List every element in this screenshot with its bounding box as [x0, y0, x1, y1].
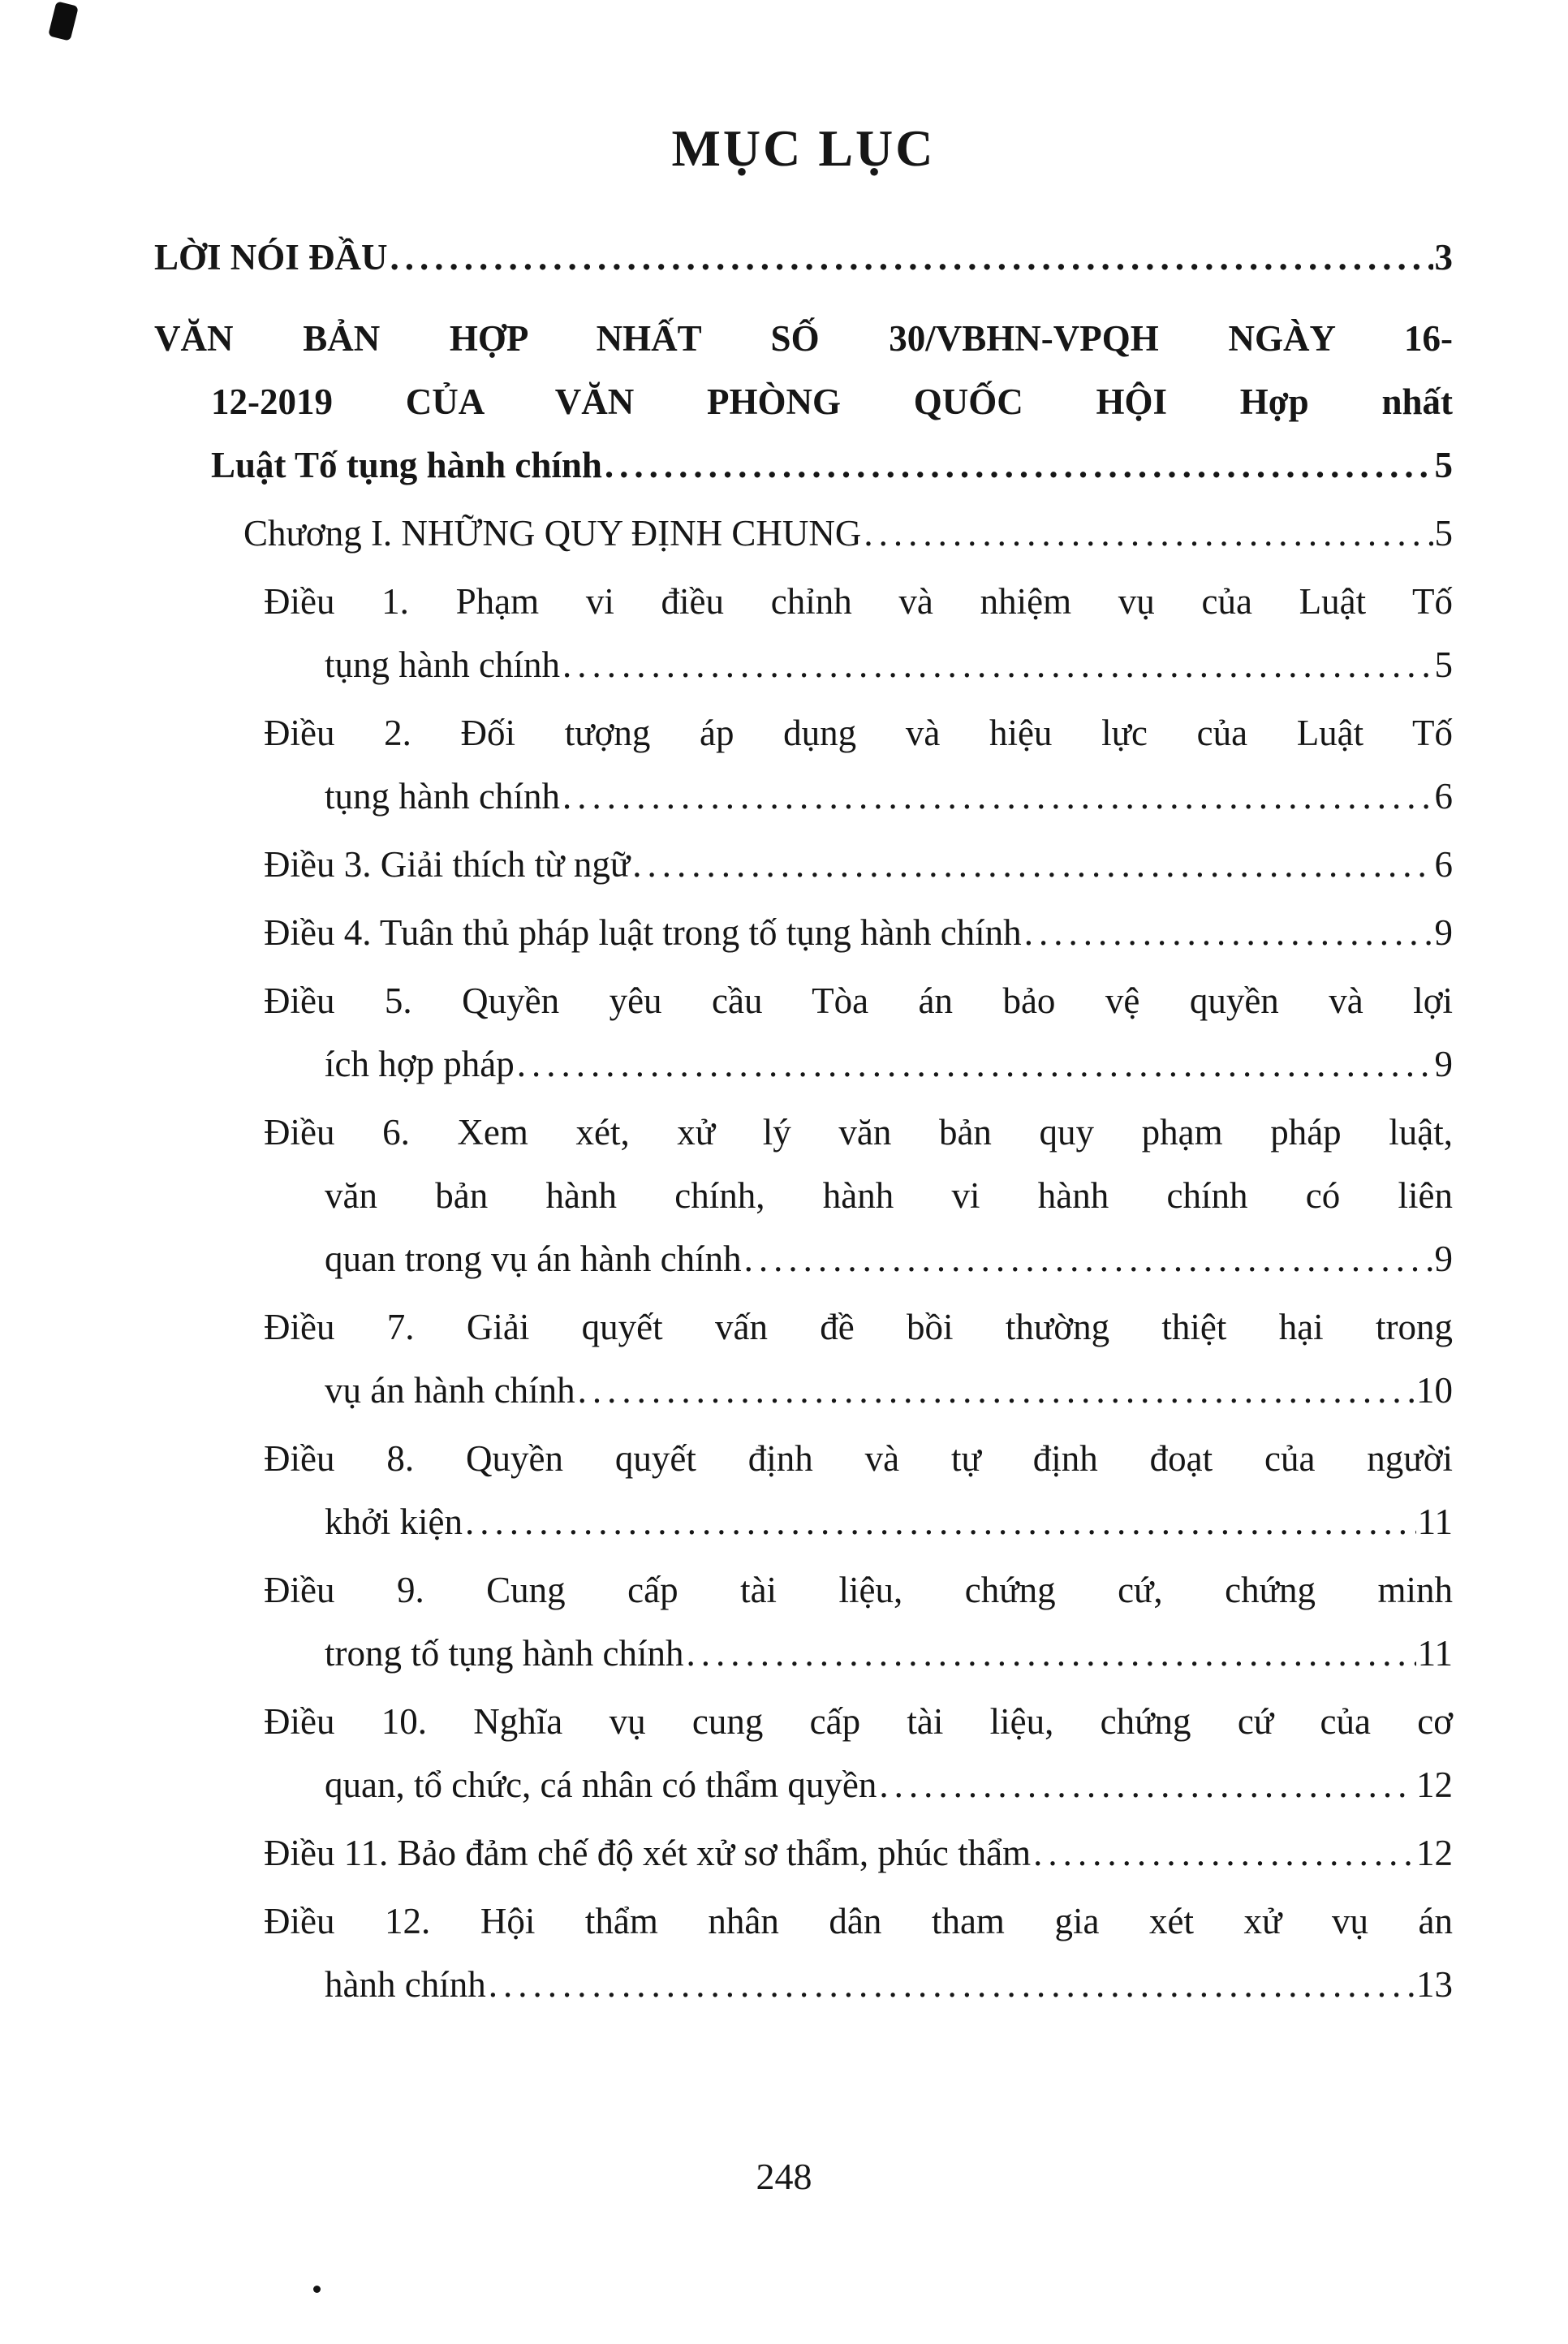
toc-entry	[154, 1295, 1453, 1422]
toc-line	[325, 1953, 1453, 2016]
toc-entry-text: Điều 3. Giải thích từ ngữ	[264, 844, 631, 885]
toc-entry-text: tụng hành chính	[325, 776, 560, 817]
toc-dot-leader	[686, 1622, 1415, 1685]
toc-entries	[154, 226, 1453, 2016]
scan-artifact-top-left	[48, 1, 79, 41]
toc-entry-text: ích hợp pháp	[325, 1044, 515, 1084]
toc-line: Điều 7. Giải quyết vấn đề bồi thường thiệt hại trong	[264, 1307, 1453, 1347]
toc-line: 12-2019 CỦA VĂN PHÒNG QUỐC HỘI Hợp nhất	[211, 381, 1453, 422]
toc-line: văn bản hành chính, hành vi hành chính có liên	[325, 1175, 1453, 1216]
toc-dot-leader	[578, 1359, 1415, 1422]
toc-entry-text: LỜI NÓI ĐẦU	[154, 237, 388, 278]
toc-line	[325, 1359, 1453, 1422]
toc-line	[243, 502, 1453, 565]
toc-line	[325, 1753, 1453, 1816]
toc-entry	[154, 969, 1453, 1096]
toc-dot-leader	[1033, 1821, 1415, 1885]
footer-page-number: 248	[756, 2156, 812, 2197]
toc-dot-leader	[390, 226, 1433, 289]
toc-line	[325, 1227, 1453, 1290]
toc-line: Điều 2. Đối tượng áp dụng và hiệu lực của Luật Tố	[264, 713, 1453, 753]
toc-line: Điều 12. Hội thẩm nhân dân tham gia xét xử vụ án	[264, 1901, 1453, 1941]
toc-entry	[154, 1821, 1453, 1885]
toc-dot-leader	[864, 502, 1432, 565]
toc-page-number: 5	[1434, 445, 1453, 485]
toc-entry	[154, 1889, 1453, 2016]
toc-entry-text: khởi kiện	[325, 1502, 463, 1542]
toc-entry	[154, 226, 1453, 289]
toc-line: Điều 6. Xem xét, xử lý văn bản quy phạm pháp luật,	[264, 1112, 1453, 1153]
toc-line	[325, 1032, 1453, 1096]
toc-entry	[154, 833, 1453, 896]
toc-page-number: 9	[1434, 1044, 1453, 1084]
toc-entry-text: quan trong vụ án hành chính	[325, 1239, 742, 1279]
toc-entry	[154, 1101, 1453, 1290]
toc-line	[325, 1622, 1453, 1685]
toc-page-number: 10	[1416, 1370, 1453, 1411]
toc-page-number: 5	[1434, 644, 1453, 685]
toc-line: Điều 8. Quyền quyết định và tự định đoạt của người	[264, 1438, 1453, 1479]
toc-line	[325, 1490, 1453, 1553]
toc-line	[264, 901, 1453, 964]
toc-entry-text: Luật Tố tụng hành chính	[211, 445, 602, 485]
toc-entry	[154, 502, 1453, 565]
toc-entry-text: trong tố tụng hành chính	[325, 1633, 684, 1674]
toc-dot-leader	[517, 1032, 1433, 1096]
toc-entry-text: quan, tổ chức, cá nhân có thẩm quyền	[325, 1764, 877, 1805]
toc-page-number: 13	[1416, 1964, 1453, 2005]
toc-line	[325, 765, 1453, 828]
toc-entry-text: vụ án hành chính	[325, 1370, 575, 1411]
toc-entry	[154, 307, 1453, 497]
toc-entry	[154, 1427, 1453, 1553]
toc-line: Điều 5. Quyền yêu cầu Tòa án bảo vệ quyền và lợi	[264, 980, 1453, 1021]
toc-entry-text: Điều 4. Tuân thủ pháp luật trong tố tụng hành chính	[264, 912, 1022, 953]
toc-dot-leader	[605, 433, 1433, 497]
toc-page-number: 12	[1416, 1833, 1453, 1873]
scan-artifact-dot	[313, 2286, 321, 2293]
toc-entry	[154, 701, 1453, 828]
toc-line: Điều 9. Cung cấp tài liệu, chứng cứ, chứng minh	[264, 1570, 1453, 1610]
toc-dot-leader	[489, 1953, 1415, 2016]
toc-line	[325, 633, 1453, 696]
toc-entry-text: hành chính	[325, 1964, 486, 2005]
toc-dot-leader	[744, 1227, 1433, 1290]
toc-page-number: 9	[1434, 912, 1453, 953]
toc-line	[264, 833, 1453, 896]
toc-page-number: 6	[1434, 844, 1453, 885]
toc-dot-leader	[1024, 901, 1433, 964]
toc-entry-text: tụng hành chính	[325, 644, 560, 685]
toc-dot-leader	[562, 765, 1433, 828]
page-title: MỤC LỤC	[671, 119, 936, 177]
toc-page-number: 11	[1417, 1633, 1453, 1674]
toc-entry-text: Chương I. NHỮNG QUY ĐỊNH CHUNG	[243, 513, 862, 554]
toc-entry	[154, 1558, 1453, 1685]
toc-page-number: 5	[1434, 513, 1453, 554]
toc-dot-leader	[632, 833, 1432, 896]
toc-dot-leader	[879, 1753, 1415, 1816]
toc-entry	[154, 570, 1453, 696]
toc-page-number: 3	[1434, 237, 1453, 278]
toc-page-number: 11	[1417, 1502, 1453, 1542]
toc-dot-leader	[562, 633, 1433, 696]
toc-line	[264, 1821, 1453, 1885]
toc-line: VĂN BẢN HỢP NHẤT SỐ 30/VBHN-VPQH NGÀY 16-	[154, 318, 1453, 359]
toc-entry	[154, 1690, 1453, 1816]
toc-page-number: 6	[1434, 776, 1453, 817]
toc-line: Điều 10. Nghĩa vụ cung cấp tài liệu, chứng cứ của cơ	[264, 1701, 1453, 1742]
toc-line	[154, 226, 1453, 289]
toc-dot-leader	[465, 1490, 1416, 1553]
toc-page-number: 12	[1416, 1764, 1453, 1805]
toc-page-number: 9	[1434, 1239, 1453, 1279]
toc-entry	[154, 901, 1453, 964]
toc-line	[211, 433, 1453, 497]
toc-page	[154, 0, 1453, 2021]
toc-line: Điều 1. Phạm vi điều chỉnh và nhiệm vụ của Luật Tố	[264, 581, 1453, 622]
toc-entry-text: Điều 11. Bảo đảm chế độ xét xử sơ thẩm, phúc thẩm	[264, 1833, 1032, 1873]
